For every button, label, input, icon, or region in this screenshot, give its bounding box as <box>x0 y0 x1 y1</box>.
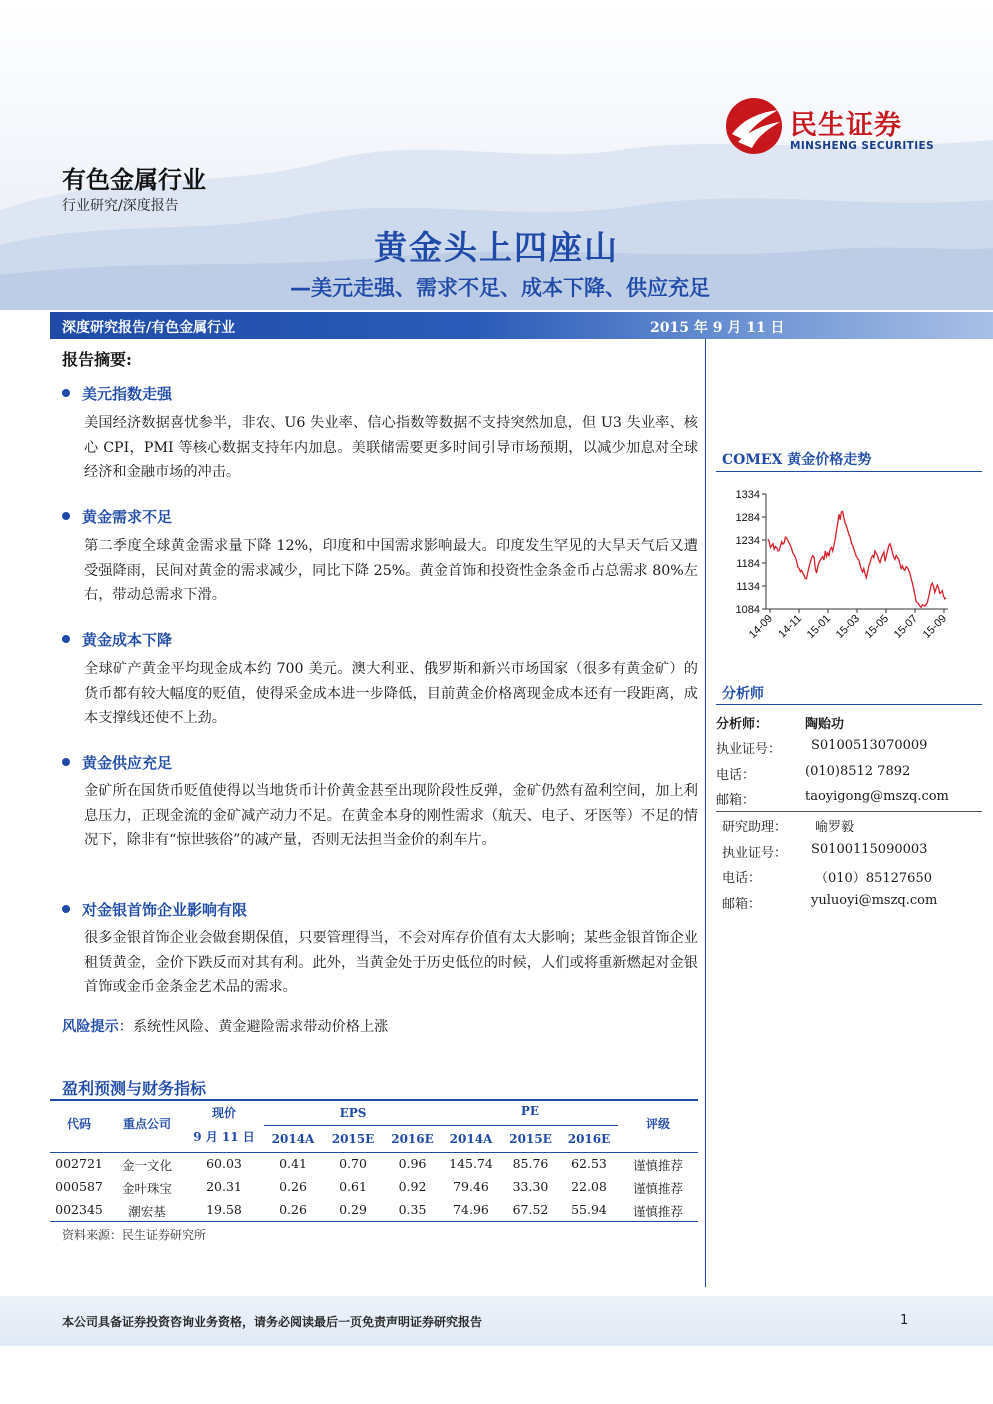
analyst-section-title: 分析师 <box>722 686 764 702</box>
assistant-tel-label: 电话： <box>722 871 762 886</box>
analyst-title-rule <box>716 704 982 705</box>
bullet-icon <box>62 512 70 520</box>
table-cell-rating: 谨慎推荐 <box>632 1204 683 1219</box>
chart-title-rule <box>716 471 982 472</box>
table-source: 资料来源：民生证券研究所 <box>62 1228 207 1242</box>
table-cell-pe: 22.08 <box>571 1179 607 1194</box>
section-heading-cost: 黄金成本下降 <box>62 629 172 650</box>
col-company-header: 重点公司 <box>122 1117 171 1131</box>
assistant-role-label: 研究助理： <box>722 820 788 835</box>
assistant-cert: S0100115090003 <box>811 842 928 857</box>
analyst-cert: S0100513070009 <box>811 738 928 753</box>
bullet-icon <box>62 635 70 643</box>
chart-x-tick-label: 15-09 <box>920 612 950 642</box>
footer-disclaimer: 本公司具备证券投资咨询业务资格，请务必阅读最后一页免责声明证券研究报告 <box>62 1315 483 1329</box>
pe-year: 2015E <box>509 1132 552 1146</box>
table-top-rule <box>50 1099 698 1101</box>
assistant-email[interactable]: yuluoyi@mszq.com <box>811 893 938 908</box>
table-cell-pe: 85.76 <box>512 1156 549 1171</box>
chart-y-tick-label: 1184 <box>736 558 760 570</box>
report-type: 行业研究/深度报告 <box>62 198 179 214</box>
table-cell-price: 20.31 <box>206 1179 242 1194</box>
table-cell-name: 金叶珠宝 <box>121 1181 172 1196</box>
table-cell-pe: 74.96 <box>453 1202 489 1217</box>
section-text-cost: 全球矿产黄金平均现金成本约 700 美元。澳大利亚、俄罗斯和新兴市场国家（很多有黄金矿）的货币都有较大幅度的贬值，使得采金成本进一步降低，目前黄金价格离现金成本还有一段距离，成本支撑线还使不上劲。 <box>84 661 698 726</box>
chart-x-tick-label: 15-05 <box>862 612 892 642</box>
col-eps-header: EPS <box>339 1106 367 1120</box>
chart-y-tick-label: 1234 <box>735 535 760 547</box>
pe-year: 2014A <box>449 1132 493 1146</box>
table-cell-pe: 79.46 <box>453 1179 489 1194</box>
eps-year: 2015E <box>331 1132 375 1146</box>
eps-year: 2014A <box>271 1132 315 1146</box>
table-cell-pe: 67.52 <box>512 1202 549 1217</box>
analyst-name: 陶贻功 <box>805 717 845 732</box>
table-cell-eps: 0.92 <box>398 1179 427 1194</box>
table-cell-code: 002345 <box>55 1202 103 1217</box>
analyst-tel: (010)8512 7892 <box>805 764 911 779</box>
chart-x-tick-label: 15-01 <box>804 612 834 642</box>
chart-y-tick-label: 1084 <box>735 604 760 616</box>
table-cell-price: 60.03 <box>206 1156 242 1171</box>
table-cell-rating: 谨慎推荐 <box>632 1181 683 1196</box>
chart-x-tick-label: 15-03 <box>833 612 863 642</box>
col-price-date: 9 月 11 日 <box>193 1130 255 1144</box>
table-cell-name: 潮宏基 <box>128 1204 166 1219</box>
table-cell-eps: 0.70 <box>339 1156 367 1171</box>
table-bottom-rule <box>50 1221 698 1222</box>
table-cell-price: 19.58 <box>206 1202 242 1217</box>
table-cell-eps: 0.35 <box>398 1202 427 1217</box>
bullet-icon <box>62 905 70 913</box>
analyst-cert-label: 执业证号： <box>716 742 782 757</box>
analyst-email-label: 邮箱： <box>716 793 756 808</box>
table-cell-eps: 0.96 <box>398 1156 427 1171</box>
header-subrule <box>264 1125 618 1126</box>
table-cell-code: 002721 <box>55 1156 103 1171</box>
column-divider <box>705 339 706 1287</box>
chart-y-tick-label: 1334 <box>735 489 760 501</box>
table-cell-code: 000587 <box>55 1179 103 1194</box>
forecast-table-title: 盈利预测与财务指标 <box>62 1079 207 1098</box>
table-cell-pe: 55.94 <box>571 1202 607 1217</box>
assistant-tel: （010）85127650 <box>815 871 932 886</box>
report-subtitle: —美元走强、需求不足、成本下降、供应充足 <box>290 276 710 300</box>
chart-x-tick-label: 14-11 <box>776 612 805 641</box>
analyst-separator <box>716 811 982 812</box>
chart-series-gold-price <box>768 512 946 608</box>
table-cell-pe: 145.74 <box>449 1156 493 1171</box>
eps-year: 2016E <box>391 1132 434 1146</box>
table-cell-eps: 0.26 <box>279 1179 307 1194</box>
risk-text: ：系统性风险、黄金避险需求带动价格上涨 <box>118 1019 389 1035</box>
chart-y-tick-label: 1134 <box>736 581 760 593</box>
bullet-icon <box>62 389 70 397</box>
bullet-icon <box>62 758 70 766</box>
header-bottom-rule <box>50 1152 698 1153</box>
section-text-jewelry: 很多金银首饰企业会做套期保值，只要管理得当，不会对库存价值有太大影响；某些金银首饰企业租赁黄金，金价下跌反而对其有利。此外，当黄金处于历史低位的时候，人们或将重新燃起对金银首饰或金币金条金艺术品的需求。 <box>84 930 698 995</box>
report-category: 深度研究报告/有色金属行业 <box>62 320 236 336</box>
chart-x-tick-label: 15-07 <box>891 612 921 642</box>
report-date: 2015 年 9 月 11 日 <box>650 320 785 336</box>
section-text-supply: 金矿所在国货币贬值使得以当地货币计价黄金甚至出现阶段性反弹，金矿仍然有盈利空间，加上利息压力，正现金流的金矿减产动力不足。在黄金本身的刚性需求（航天、电子、牙医等）不足的情况下，除非有“惊世骇俗”的减产量，否则无法担当金价的刹车片。 <box>84 783 698 848</box>
table-cell-pe: 62.53 <box>571 1156 607 1171</box>
assistant-name: 喻罗毅 <box>815 820 855 835</box>
col-rating-header: 评级 <box>645 1117 670 1131</box>
section-heading-demand: 黄金需求不足 <box>62 506 172 527</box>
table-cell-eps: 0.41 <box>279 1156 307 1171</box>
col-price-header: 现价 <box>211 1106 236 1120</box>
risk-warning <box>62 1016 388 1036</box>
industry-name: 有色金属行业 <box>62 166 206 194</box>
table-cell-eps: 0.26 <box>279 1202 307 1217</box>
logo-english-name: MINSHENG SECURITIES <box>790 140 935 152</box>
table-cell-eps: 0.61 <box>339 1179 367 1194</box>
table-cell-eps: 0.29 <box>339 1202 367 1217</box>
pe-year: 2016E <box>567 1132 611 1146</box>
chart-y-tick-label: 1284 <box>735 512 760 524</box>
analyst-email[interactable]: taoyigong@mszq.com <box>805 789 949 804</box>
table-cell-name: 金一文化 <box>121 1158 172 1173</box>
section-text-dollar: 美国经济数据喜忧参半，非农、U6 失业率、信心指数等数据不支持突然加息，但 U3 失业率、核心 CPI，PMI 等核心数据支持年内加息。美联储需要更多时间引导市场预期，以减少加息对全球经济和金融市场的冲击。 <box>84 415 698 480</box>
col-code-header: 代码 <box>66 1117 91 1131</box>
chart-title: COMEX 黄金价格走势 <box>722 452 872 468</box>
risk-label: 风险提示 <box>62 1019 119 1035</box>
table-cell-pe: 33.30 <box>512 1179 549 1194</box>
analyst-tel-label: 电话： <box>716 768 756 783</box>
section-heading-jewelry: 对金银首饰企业影响有限 <box>62 899 247 920</box>
logo-chinese-name: 民生证券 <box>790 110 902 141</box>
section-heading-dollar: 美元指数走强 <box>62 383 172 404</box>
section-text-demand: 第二季度全球黄金需求量下降 12%，印度和中国需求影响最大。印度发生罕见的大旱天气后又遭受强降雨，民间对黄金的需求减少，同比下降 25%。黄金首饰和投资性金条金币占总需求 80%左右，带动总需求下滑。 <box>84 538 698 603</box>
section-heading-supply: 黄金供应充足 <box>62 752 172 773</box>
report-title: 黄金头上四座山 <box>374 228 619 267</box>
analyst-role-label: 分析师： <box>716 717 769 732</box>
chart-x-tick-label: 14-09 <box>746 612 776 642</box>
summary-title: 报告摘要: <box>62 350 132 369</box>
assistant-email-label: 邮箱： <box>722 897 762 912</box>
assistant-cert-label: 执业证号： <box>722 846 788 861</box>
page-number: 1 <box>900 1313 909 1328</box>
table-cell-rating: 谨慎推荐 <box>632 1158 683 1173</box>
gold-price-chart <box>716 478 984 658</box>
col-pe-header: PE <box>520 1104 540 1118</box>
